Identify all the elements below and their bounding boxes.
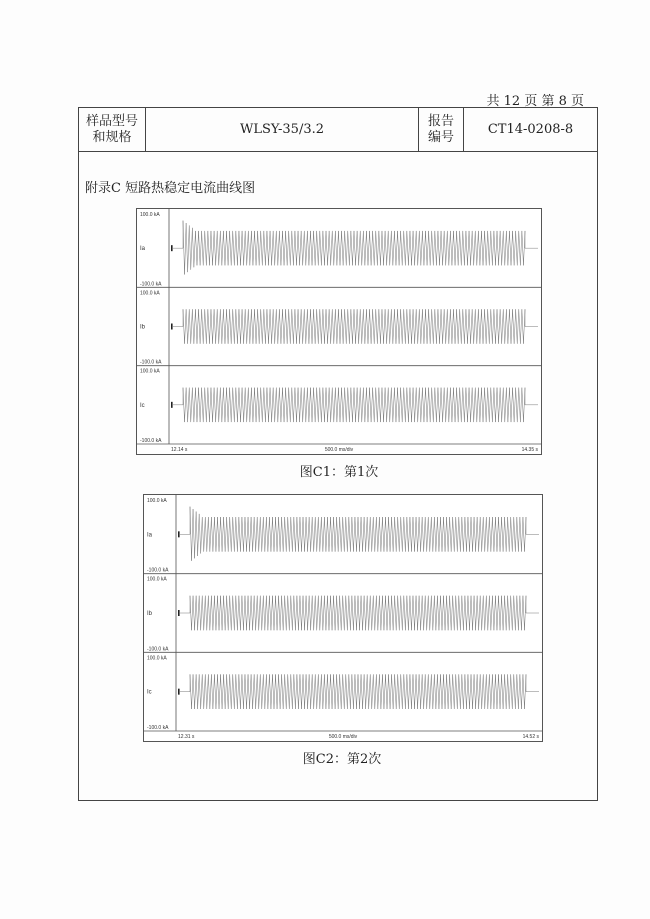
channel-top-label: 100.0 kA — [140, 212, 160, 218]
caption-c1: 图C1：第1次 — [299, 465, 379, 480]
channel-bottom-label: -100.0 kA — [140, 359, 162, 366]
current-trace-ib — [173, 309, 538, 343]
report-number: CT14-0208-8 — [464, 108, 598, 152]
model-value: WLSY-35/3.2 — [146, 108, 419, 152]
channel-name: Ia — [140, 246, 146, 253]
oscillogram-svg — [137, 209, 541, 454]
current-trace-ib — [180, 596, 539, 631]
channel-name: Ib — [147, 611, 153, 617]
trigger-marker — [171, 402, 173, 408]
trigger-marker — [171, 245, 173, 251]
current-trace-ic — [180, 674, 539, 709]
channel-bottom-label: -100.0 kA — [147, 725, 169, 731]
channel-name: Ic — [147, 689, 152, 696]
trigger-marker — [178, 610, 180, 616]
label-model: 样品型号 和规格 — [79, 108, 146, 152]
current-trace-ia — [180, 507, 539, 561]
time-division: 500.0 ms/div — [324, 447, 354, 453]
header-table — [79, 108, 597, 152]
time-start: 12.14 s — [171, 447, 188, 453]
channel-name: Ib — [140, 324, 146, 331]
time-end: 14.35 s — [521, 447, 538, 453]
trigger-marker — [171, 324, 173, 330]
channel-top-label: 100.0 kA — [140, 368, 160, 375]
channel-top-label: 100.0 kA — [147, 655, 167, 662]
oscillogram-svg — [144, 495, 542, 741]
channel-top-label: 100.0 kA — [147, 498, 167, 504]
time-start: 12.31 s — [178, 734, 195, 740]
oscillogram-c1 — [136, 208, 542, 455]
caption-c2: 图C2：第2次 — [302, 752, 382, 767]
channel-bottom-label: -100.0 kA — [147, 646, 169, 653]
channel-bottom-label: -100.0 kA — [140, 438, 162, 444]
appendix-title: 附录C 短路热稳定电流曲线图 — [85, 181, 256, 196]
channel-name: Ia — [147, 532, 153, 539]
channel-name: Ic — [140, 402, 145, 409]
oscillogram-c2 — [143, 494, 543, 742]
channel-top-label: 100.0 kA — [147, 576, 167, 583]
page-counter: 共 12 页 第 8 页 — [486, 94, 584, 109]
channel-top-label: 100.0 kA — [140, 290, 160, 297]
channel-bottom-label: -100.0 kA — [140, 281, 162, 288]
current-trace-ic — [173, 388, 538, 422]
time-division: 500.0 ms/div — [328, 734, 358, 740]
current-trace-ia — [173, 221, 538, 275]
label-report: 报告 编号 — [419, 108, 464, 152]
trigger-marker — [178, 689, 180, 695]
trigger-marker — [178, 531, 180, 537]
channel-bottom-label: -100.0 kA — [147, 567, 169, 574]
time-end: 14.52 s — [522, 734, 539, 740]
